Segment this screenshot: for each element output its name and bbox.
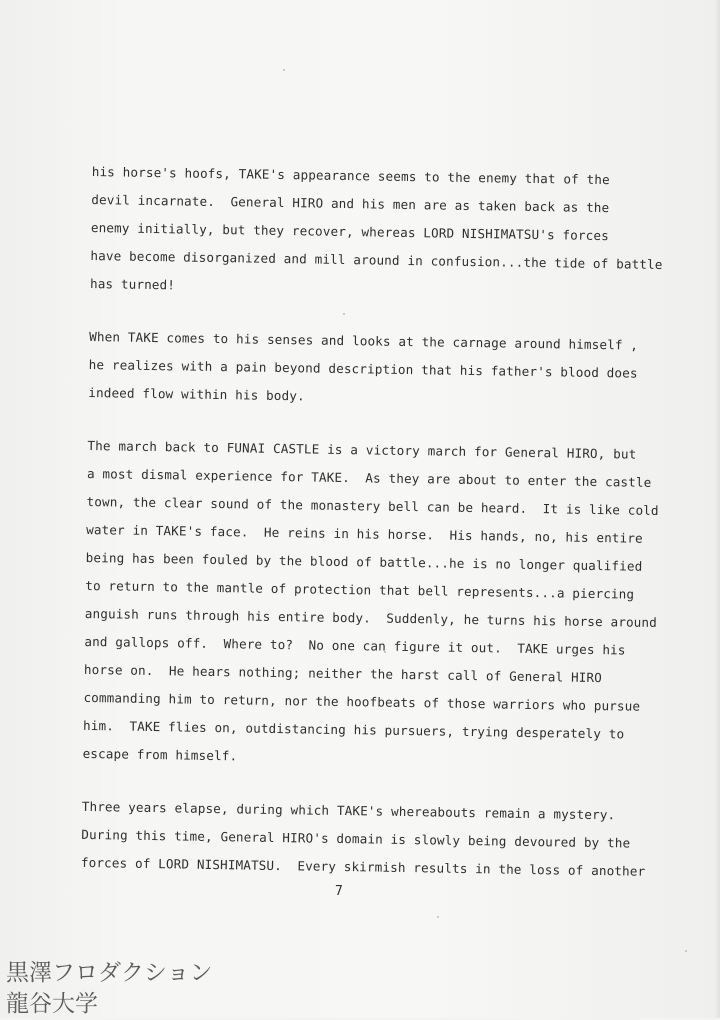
text-line: devil incarnate. General HIRO and his men are as taken back as the xyxy=(91,191,610,216)
text-line: he realizes with a pain beyond description that his father's blood does xyxy=(88,356,638,381)
text-line: commanding him to return, nor the hoofbeats of those warriors who pursue xyxy=(83,689,641,714)
text-line: escape from himself. xyxy=(82,745,238,764)
text-line: have become disorganized and mill around in confusion...the tide of battle xyxy=(90,247,663,272)
paper-speck xyxy=(384,651,386,653)
text-line: water in TAKE's face. He reins in his horse. His hands, no, his entire xyxy=(86,521,643,546)
paper-speck xyxy=(343,313,345,315)
text-line: and gallops off. Where to? No one can figure it out. TAKE urges his xyxy=(84,633,626,658)
text-line: has turned! xyxy=(89,275,176,293)
paragraph-1 xyxy=(89,158,663,307)
text-line: During this time, General HIRO's domain is slowly being devoured by the xyxy=(81,826,631,851)
paper-speck xyxy=(685,950,687,952)
text-line: enemy initially, but they recover, whereas LORD NISHIMATSU's forces xyxy=(90,219,610,244)
paragraph-2 xyxy=(88,323,637,416)
watermark-line-production: 黒澤フロダクション xyxy=(6,960,213,986)
paragraph-4 xyxy=(80,793,646,886)
text-line: him. TAKE flies on, outdistancing his pursuers, trying desperately to xyxy=(82,717,625,742)
paragraph-3 xyxy=(82,432,659,777)
text-line: being has been fouled by the blood of battle...he is no longer qualified xyxy=(85,549,643,574)
archive-watermark xyxy=(6,958,213,1020)
text-line: The march back to FUNAI CASTLE is a victory march for General HIRO, but xyxy=(87,437,637,462)
text-line: When TAKE comes to his senses and looks at the carnage around himself , xyxy=(89,328,639,353)
text-line: Three years elapse, during which TAKE's whereabouts remain a mystery. xyxy=(81,798,616,823)
text-line: horse on. He hears nothing; neither the harst call of General HIRO xyxy=(83,661,603,686)
text-line: to return to the mantle of protection that bell represents...a piercing xyxy=(85,577,635,602)
page-edge-shadow xyxy=(714,0,720,1018)
text-line: indeed flow within his body. xyxy=(88,384,305,404)
paper-speck xyxy=(437,916,439,918)
text-line: forces of LORD NISHIMATSU. Every skirmish results in the loss of another xyxy=(80,854,646,879)
page-number: 7 xyxy=(335,884,343,899)
text-line: his horse's hoofs, TAKE's appearance seems to the enemy that of the xyxy=(91,163,610,188)
text-line: a most dismal experience for TAKE. As they are about to enter the castle xyxy=(86,465,652,490)
text-line: anguish runs through his entire body. Suddenly, he turns his horse around xyxy=(84,605,658,630)
text-line: town, the clear sound of the monastery bell can be heard. It is like cold xyxy=(86,493,659,518)
script-body-text xyxy=(80,158,663,911)
watermark-line-university: 龍谷大学 xyxy=(6,991,98,1017)
paper-speck xyxy=(283,69,285,71)
